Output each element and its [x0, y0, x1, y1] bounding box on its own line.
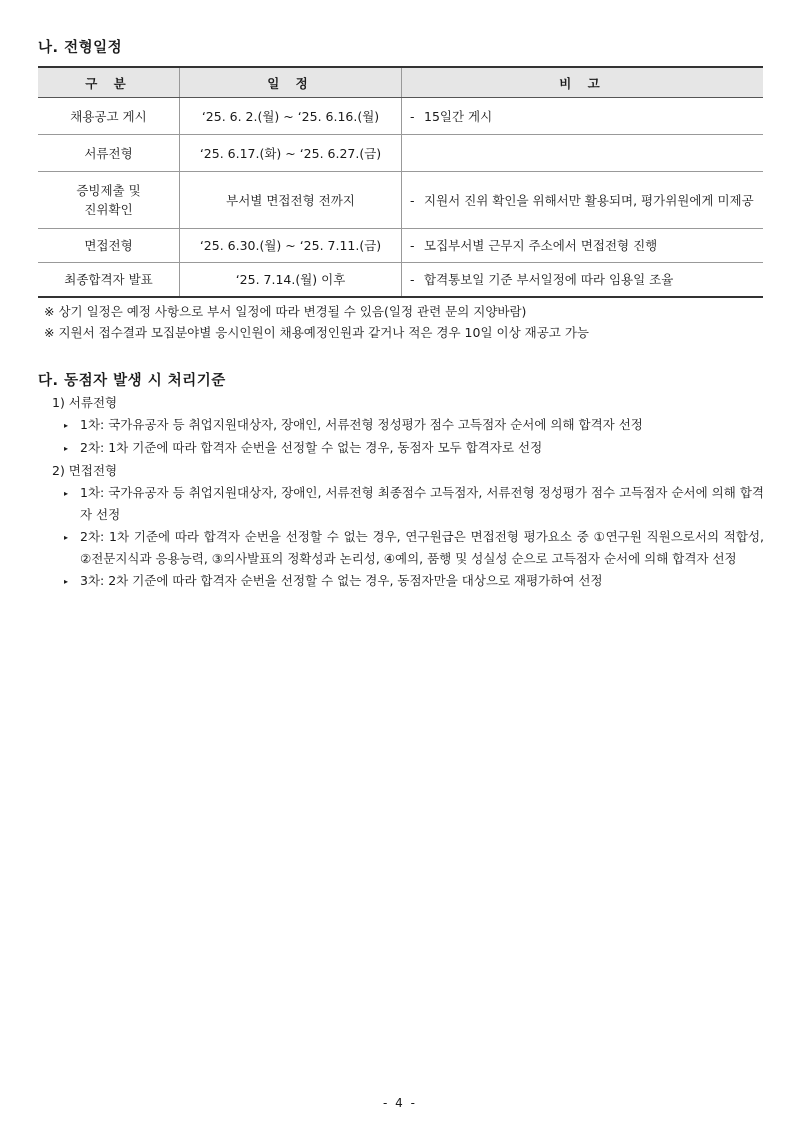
group-label-interview: 2) 면접전형: [52, 463, 118, 478]
list-item: [64, 414, 764, 437]
bullet-icon: ▸: [64, 421, 69, 430]
group-label-document: 1) 서류전형: [52, 395, 118, 410]
rule-text: 2차: 1차 기준에 따라 합격자 순번을 선정할 수 없는 경우, 연구원급은 면접전형 평가요소 중 ①연구원 직원으로서의 적합성, ②전문지식과 응용능력, ③의사발표의 정확성과 논리성, ④예의, 품행 및 성실성 순으로 고득점자 순서에 의해 합격자 선정: [80, 529, 764, 566]
note-text: 지원서 진위 확인을 위해서만 활용되며, 평가위원에게 미제공: [424, 192, 754, 208]
division-line: 진위확인: [84, 202, 133, 217]
cell-schedule: ‘25. 6.17.(화) ~ ‘25. 6.27.(금): [180, 135, 402, 172]
table-row: [38, 135, 763, 172]
rule-text: 1차: 국가유공자 등 취업지원대상자, 장애인, 서류전형 정성평가 점수 고득점자 순서에 의해 합격자 선정: [80, 417, 643, 432]
cell-division: 최종합격자 발표: [38, 263, 180, 298]
table-header-row: [38, 67, 763, 98]
section-title-schedule: 나. 전형일정: [38, 40, 123, 56]
note-text: 합격통보일 기준 부서일정에 따라 임용일 조율: [424, 272, 674, 287]
division-line: 증빙제출 및: [76, 183, 141, 198]
cell-note: [402, 135, 764, 172]
table-row: [38, 98, 763, 135]
bullet-icon: ▸: [64, 577, 69, 586]
bullet-icon: ▸: [64, 533, 69, 542]
dash-marker: -: [410, 272, 415, 287]
cell-schedule: 부서별 면접전형 전까지: [180, 172, 402, 229]
cell-division: [38, 172, 180, 229]
rule-text: 1차: 국가유공자 등 취업지원대상자, 장애인, 서류전형 최종점수 고득점자, 서류전형 정성평가 점수 고득점자 순서에 의해 합격자 선정: [80, 485, 764, 522]
dash-marker: -: [410, 192, 415, 208]
page-number: - 4 -: [383, 1096, 417, 1110]
schedule-footnotes: [44, 301, 589, 343]
table-row: [38, 172, 763, 229]
cell-schedule: ‘25. 6. 2.(월) ~ ‘25. 6.16.(월): [180, 98, 402, 135]
cell-schedule: ‘25. 6.30.(월) ~ ‘25. 7.11.(금): [180, 229, 402, 263]
rule-list: [48, 414, 764, 460]
schedule-table: [38, 66, 763, 298]
section-title-tie-rules: 다. 동점자 발생 시 처리기준: [38, 373, 226, 389]
list-item: [64, 482, 764, 526]
cell-division: 채용공고 게시: [38, 98, 180, 135]
cell-schedule: ‘25. 7.14.(월) 이후: [180, 263, 402, 298]
note-text: 모집부서별 근무지 주소에서 면접전형 진행: [424, 238, 658, 253]
header-note: 비 고: [402, 67, 764, 98]
list-item: [64, 526, 764, 570]
dash-marker: -: [410, 238, 415, 253]
cell-note: [402, 172, 764, 229]
cell-note: [402, 263, 764, 298]
header-schedule: 일 정: [180, 67, 402, 98]
header-division: 구 분: [38, 67, 180, 98]
dash-marker: -: [410, 108, 415, 124]
footnote: ※ 지원서 접수결과 모집분야별 응시인원이 채용예정인원과 같거나 적은 경우 10일 이상 재공고 가능: [44, 325, 589, 340]
bullet-icon: ▸: [64, 444, 69, 453]
note-text: 15일간 게시: [424, 108, 493, 124]
table-row: [38, 263, 763, 298]
cell-division: 서류전형: [38, 135, 180, 172]
list-item: [64, 570, 764, 593]
cell-division: 면접전형: [38, 229, 180, 263]
rule-text: 2차: 1차 기준에 따라 합격자 순번을 선정할 수 없는 경우, 동점자 모두 합격자로 선정: [80, 440, 543, 455]
bullet-icon: ▸: [64, 489, 69, 498]
rule-text: 3차: 2차 기준에 따라 합격자 순번을 선정할 수 없는 경우, 동점자만을 대상으로 재평가하여 선정: [80, 573, 603, 588]
footnote: ※ 상기 일정은 예정 사항으로 부서 일정에 따라 변경될 수 있음(일정 관련 문의 지양바람): [44, 304, 527, 319]
table-row: [38, 229, 763, 263]
tie-rules: [48, 392, 764, 593]
cell-note: [402, 229, 764, 263]
rule-list: [48, 482, 764, 593]
list-item: [64, 437, 764, 460]
cell-note: [402, 98, 764, 135]
